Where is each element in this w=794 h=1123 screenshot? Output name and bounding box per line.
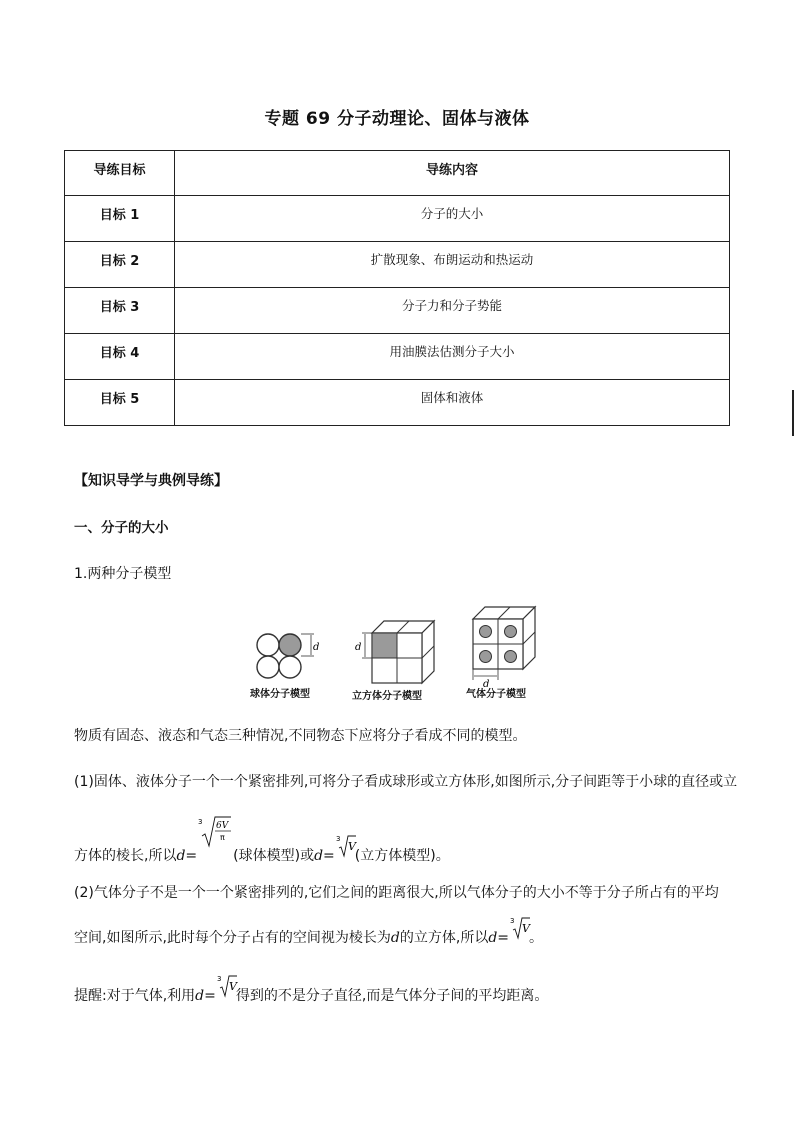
goal-cell: 目标 4: [65, 334, 175, 380]
v-symbol: V: [347, 840, 356, 853]
pi-symbol: π: [220, 833, 225, 842]
content-cell: 分子力和分子势能: [175, 288, 730, 334]
formula-d-eq-4: d=: [195, 988, 216, 1004]
section-heading: 【知识导学与典例导练】: [74, 473, 228, 489]
root-index: 3: [216, 975, 222, 983]
sphere-model-label: 球体分子模型: [250, 689, 310, 700]
content-cell: 固体和液体: [175, 380, 730, 426]
content-cell: 分子的大小: [175, 196, 730, 242]
formula-d-eq-1: d=: [176, 848, 198, 864]
v-symbol: V: [228, 980, 237, 993]
cube-model-label: 立方体分子模型: [352, 691, 422, 702]
goal-cell: 目标 5: [65, 380, 175, 426]
sphere-model: [257, 634, 319, 678]
gas-formula: [509, 917, 530, 942]
para2-text-b: 的立方体,所以: [399, 930, 489, 946]
sphere-d-label: d: [313, 642, 320, 653]
subsection-heading: 一、分子的大小: [74, 520, 169, 536]
cube-model: [355, 621, 434, 683]
content-cell: 用油膜法估测分子大小: [175, 334, 730, 380]
paragraph-2-line-1: (2)气体分子不是一个一个紧密排列的,它们之间的距离很大,所以气体分子的大小不等于分子所占有的平均: [74, 885, 719, 901]
gas-d-label: d: [483, 679, 490, 690]
table-row: [65, 380, 730, 426]
goals-table: [64, 150, 730, 426]
item-heading: 1.两种分子模型: [74, 566, 172, 582]
gas-model: [473, 607, 535, 690]
paragraph-1-line-1: (1)固体、液体分子一个一个紧密排列,可将分子看成球形或立方体形,如图所示,分子间距等于小球的直径或立: [74, 774, 738, 790]
header-goal: 导练目标: [65, 151, 175, 196]
cube-formula: [335, 835, 356, 860]
tip-formula: [216, 975, 237, 1000]
tip-text-b: 得到的不是分子直径,而是气体分子间的平均距离。: [235, 988, 549, 1004]
sphere-formula: [197, 818, 233, 860]
goal-cell: 目标 3: [65, 288, 175, 334]
tip-text-a: 提醒:对于气体,利用: [74, 988, 196, 1004]
goal-cell: 目标 2: [65, 242, 175, 288]
cube-d-label: d: [355, 642, 362, 653]
six-v: 6V: [216, 821, 229, 831]
header-content: 导练内容: [175, 151, 730, 196]
table-row: [65, 288, 730, 334]
molecule-models-figure: [246, 603, 546, 703]
para1-text-a: 方体的棱长,所以: [74, 848, 177, 864]
root-index: 3: [510, 917, 515, 925]
formula-d: d: [390, 930, 400, 946]
table-row: [65, 334, 730, 380]
content-cell: 扩散现象、布朗运动和热运动: [175, 242, 730, 288]
table-header-row: [65, 151, 730, 196]
root-index: 3: [335, 835, 341, 843]
paragraph-states: 物质有固态、液态和气态三种情况,不同物态下应将分子看成不同的模型。: [74, 728, 527, 744]
gas-model-label: 气体分子模型: [466, 689, 526, 700]
formula-d-eq-3: d=: [488, 930, 510, 946]
table-row: [65, 242, 730, 288]
para2-text-c: 。: [529, 930, 544, 946]
table-row: [65, 196, 730, 242]
formula-d-eq-2: d=: [314, 848, 335, 864]
para1-text-c: (立方体模型)。: [354, 848, 450, 864]
page-title: 专题 69 分子动理论、固体与液体: [264, 109, 530, 129]
para2-text-a: 空间,如图所示,此时每个分子占有的空间视为棱长为: [74, 930, 391, 946]
root-index: 3: [198, 818, 203, 826]
v-symbol: V: [522, 922, 530, 935]
goal-cell: 目标 1: [65, 196, 175, 242]
para1-text-b: (球体模型)或: [233, 848, 315, 864]
